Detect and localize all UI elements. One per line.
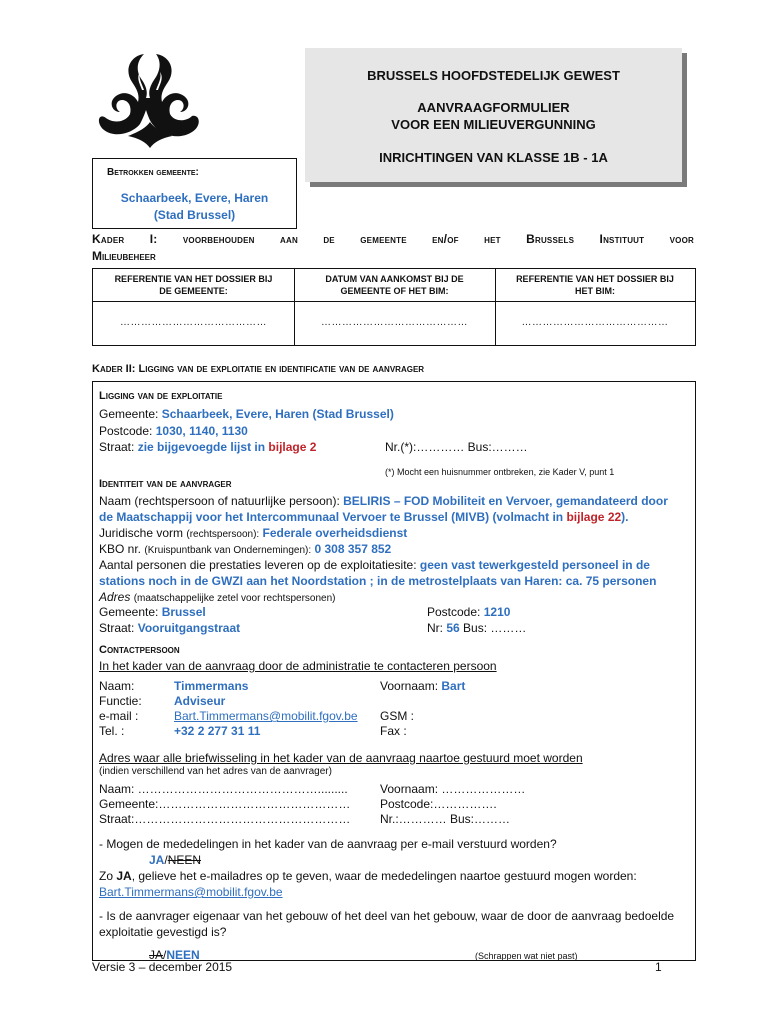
ligging-heading: Ligging van de exploitatie (99, 390, 223, 402)
contact-gsm-field[interactable]: GSM : (380, 709, 415, 723)
eigenaar-question-line-2: exploitatie gevestigd is? (99, 925, 227, 939)
gemeente-value-2: (Stad Brussel) (153, 208, 236, 222)
ligging-gemeente-value[interactable]: Schaarbeek, Evere, Haren (Stad Brussel) (161, 407, 394, 421)
brief-naam-field[interactable]: Naam: ………………………………………......... (99, 782, 348, 796)
label-note: (maatschappelijke zetel voor rechtspersonen) (133, 593, 336, 604)
label: KBO nr. (99, 542, 142, 556)
ligging-straat-value[interactable]: zie bijgevoegde lijst in (137, 440, 266, 454)
label: Nr: (427, 621, 443, 635)
kbo-value[interactable]: 0 308 357 852 (314, 542, 392, 556)
gemeente-box (92, 158, 297, 229)
label: Aantal personen die prestaties leveren op de exploitatiesite: (99, 558, 417, 572)
identiteit-heading: Identiteit van de aanvrager (99, 478, 232, 490)
footer-version: Versie 3 – december 2015 (92, 960, 233, 974)
contact-fax-field[interactable]: Fax : (380, 724, 407, 738)
contact-heading: Contactpersoon (99, 644, 180, 656)
label: Gemeente: (99, 407, 159, 421)
bijlage-22-ref: bijlage 22 (566, 510, 622, 524)
ligging-postcode-value[interactable]: 1030, 1140, 1130 (155, 424, 248, 438)
ligging-nr-bus-field[interactable]: Nr.(*):………… Bus:……… (385, 440, 528, 454)
col-head-line: REFERENTIE VAN HET DOSSIER BIJ (114, 274, 273, 284)
brief-nr-bus-field[interactable]: Nr.:………… Bus:……… (380, 812, 511, 826)
email-instruction (99, 869, 689, 883)
contact-tel-label: Tel. : (99, 724, 125, 738)
email-neen-option[interactable]: NEEN (167, 853, 202, 867)
eigenaar-neen-option[interactable]: NEEN (166, 948, 200, 962)
aantal-personen-value-cont: stations noch in de GWZI aan het Noordstation ; in de metrostelplaats van Haren: ca. 75 personen (99, 574, 657, 588)
label: Postcode: (427, 605, 481, 619)
label: Postcode: (99, 424, 153, 438)
email-question: - Mogen de mededelingen in het kader van de aanvraag per e-mail verstuurd worden? (99, 837, 557, 851)
footer-page-number: 1 (655, 960, 662, 974)
ligging-straat-row (99, 440, 316, 454)
aanvrager-straat-value[interactable]: Vooruitgangstraat (137, 621, 241, 635)
text: Zo (99, 869, 114, 883)
identiteit-nr-row (427, 621, 526, 635)
kader2-box (92, 381, 696, 961)
kader1-col-gemeente-ref (93, 269, 295, 345)
brief-straat-field[interactable]: Straat:……………………………………………… (99, 812, 351, 826)
aanvrager-gemeente-value[interactable]: Brussel (161, 605, 206, 619)
label-note: (rechtspersoon): (186, 529, 260, 540)
form-header (305, 48, 682, 182)
brief-subheading: (indien verschillend van het adres van de aanvrager) (99, 766, 332, 777)
identiteit-aantal-row-1 (99, 558, 650, 572)
identiteit-adres-row (99, 590, 335, 604)
contact-functie-label: Functie: (99, 694, 142, 708)
region-title: BRUSSELS HOOFDSTEDELIJK GEWEST (367, 68, 620, 83)
identiteit-naam-row-1 (99, 494, 668, 508)
dossier-ref-bim-field[interactable]: …………………………………… (521, 317, 669, 328)
ligging-footnote: (*) Mocht een huisnummer ontbreken, zie Kader V, punt 1 (385, 467, 615, 477)
separator: / (163, 948, 167, 962)
contact-naam-value[interactable]: Timmermans (174, 679, 249, 693)
aanvrager-nr-value[interactable]: 56 (446, 621, 460, 635)
aanvrager-naam-value-cont: de Maatschappij voor het Intercommunaal Vervoer te Brussel (MIVB) (volmacht in (99, 510, 564, 524)
aanvrager-bus-field[interactable]: Bus: ……… (463, 621, 527, 635)
contact-functie-value[interactable]: Adviseur (174, 694, 226, 708)
aanvrager-postcode-value[interactable]: 1210 (483, 605, 511, 619)
identiteit-naam-row-2: de Maatschappij voor het Intercommunaal Vervoer te Brussel (MIVB) (volmacht in bijlage 22). (99, 510, 629, 524)
col-head-line: HET BIM: (575, 286, 615, 296)
kader2-title: Kader II: Ligging van de exploitatie en identificatie van de aanvrager (92, 363, 425, 375)
gemeente-value-1: Schaarbeek, Evere, Haren (120, 191, 269, 205)
col-head-line: GEMEENTE OF HET BIM: (340, 286, 449, 296)
contact-email-label: e-mail : (99, 709, 139, 723)
form-title-line-2: VOOR EEN MILIEUVERGUNNING (391, 117, 596, 132)
identiteit-juridisch-row (99, 526, 407, 540)
identiteit-gemeente-row (99, 605, 206, 619)
eigenaar-question-line-1: - Is de aanvrager eigenaar van het gebouw of het deel van het gebouw, waar de door de aanvraag bedoelde (99, 909, 675, 923)
label: Naam (rechtspersoon of natuurlijke persoon): (99, 494, 340, 508)
gemeente-label: Betrokken gemeente: (107, 167, 199, 178)
label: Straat: (99, 621, 135, 635)
text: , gelieve het e-mailadres op te geven, waar de mededelingen naartoe gestuurd mogen worden: (131, 869, 637, 883)
form-title-line-1: AANVRAAGFORMULIER (417, 100, 570, 115)
label: Juridische vorm (99, 526, 184, 540)
kader1-table (92, 268, 696, 346)
col-head-line: REFERENTIE VAN HET DOSSIER BIJ (516, 274, 674, 284)
notification-email-link[interactable]: Bart.Timmermans@mobilit.fgov.be (99, 885, 283, 899)
contact-subheading: In het kader van de aanvraag door de administratie te contacteren persoon (99, 659, 497, 673)
aanvrager-naam-value[interactable]: BELIRIS – FOD Mobiliteit en Vervoer, gemandateerd door (343, 494, 668, 508)
datum-aankomst-field[interactable]: …………………………………… (321, 317, 468, 328)
dossier-ref-gemeente-field[interactable]: …………………………………… (120, 317, 267, 328)
email-ja-option[interactable]: JA (149, 853, 165, 867)
label-note: (Kruispuntbank van Ondernemingen): (144, 545, 312, 556)
label: Gemeente: (99, 605, 159, 619)
brief-voornaam-field[interactable]: Voornaam: ………………… (380, 782, 526, 796)
eigenaar-ja-option[interactable]: JA (149, 948, 164, 962)
brief-postcode-field[interactable]: Postcode:……………. (380, 797, 497, 811)
contact-voornaam-value[interactable]: Bart (441, 679, 466, 693)
kader1-title-line-2: Milieubeheer (92, 249, 156, 263)
contact-voornaam-row (380, 679, 465, 693)
schrappen-note: (Schrappen wat niet past) (475, 951, 578, 961)
separator: / (164, 853, 168, 867)
label: Voornaam: (380, 679, 439, 693)
kader1-title-line-1: Kader I: voorbehouden aan de gemeente en/of het Brussels Instituut voor (92, 232, 694, 246)
form-class-title: INRICHTINGEN VAN KLASSE 1B - 1A (379, 150, 608, 165)
col-head-line: DE GEMEENTE: (159, 286, 228, 296)
brief-gemeente-field[interactable]: Gemeente:………………………………………… (99, 797, 351, 811)
kader1-col-bim-ref (495, 269, 695, 345)
identiteit-kbo-row (99, 542, 391, 556)
email-answer-choice[interactable] (149, 853, 201, 867)
contact-email-link[interactable]: Bart.Timmermans@mobilit.fgov.be (174, 709, 358, 723)
ligging-postcode-row (99, 424, 248, 438)
identiteit-postcode-row (427, 605, 510, 619)
bijlage-2-ref: bijlage 2 (268, 440, 317, 454)
col-head-line: DATUM VAN AANKOMST BIJ DE (325, 274, 464, 284)
identiteit-straat-row (99, 621, 240, 635)
label: Adres (99, 590, 131, 604)
juridische-vorm-value[interactable]: Federale overheidsdienst (262, 526, 408, 540)
ligging-gemeente-row (99, 407, 394, 421)
label: Straat: (99, 440, 135, 454)
aantal-personen-value[interactable]: geen vast tewerkgesteld personeel in de (419, 558, 650, 572)
kader1-col-datum (294, 269, 496, 345)
brussels-iris-logo (88, 50, 214, 150)
text-emphasis: JA (116, 869, 132, 883)
contact-tel-value[interactable]: +32 2 277 31 11 (174, 724, 261, 738)
contact-naam-label: Naam: (99, 679, 135, 693)
brief-heading: Adres waar alle briefwisseling in het kader van de aanvraag naartoe gestuurd moet worden (99, 751, 583, 765)
